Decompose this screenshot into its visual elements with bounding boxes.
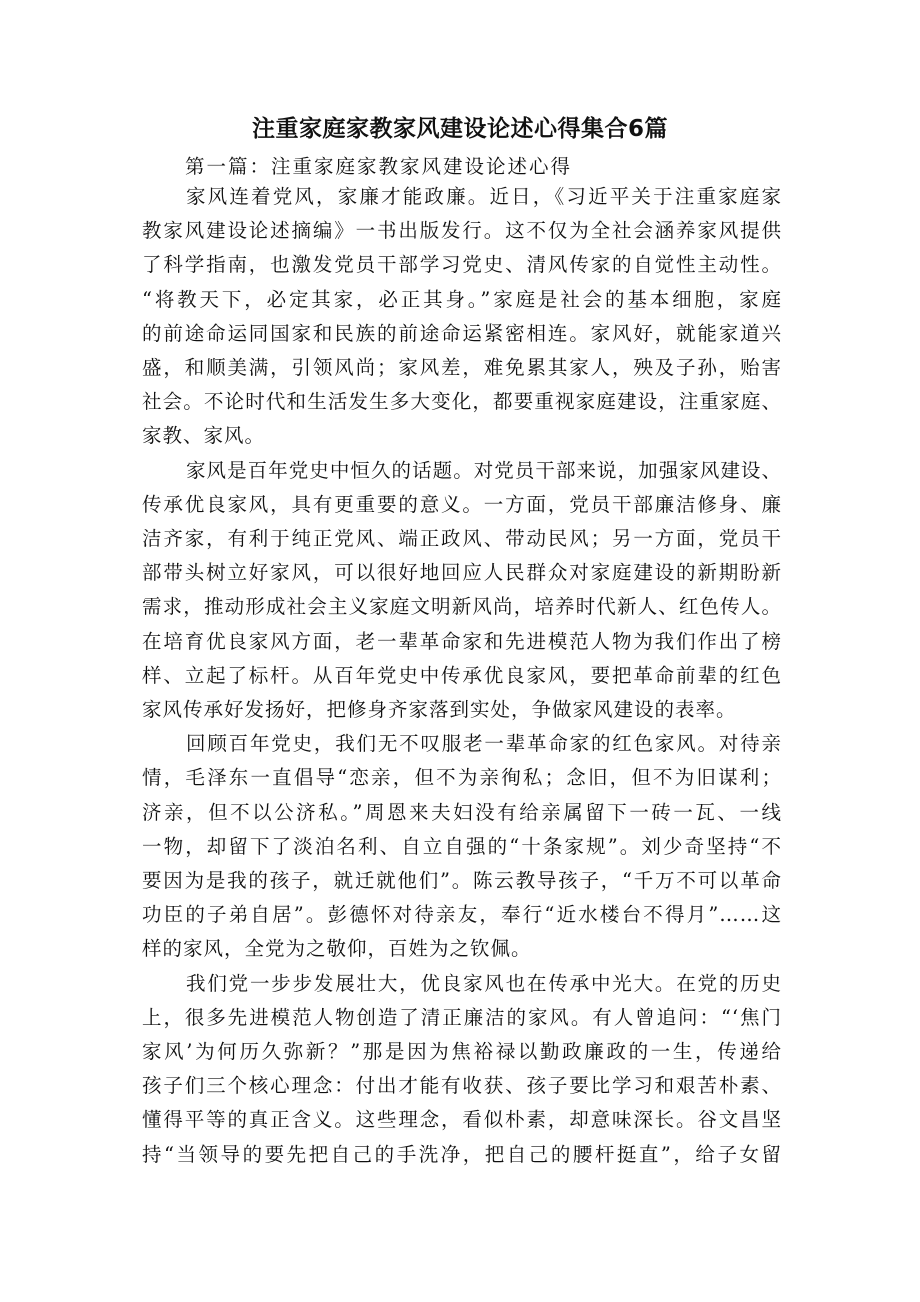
paragraph	[142, 727, 782, 966]
document-title: 注重家庭家教家风建设论述心得集合6篇	[251, 116, 668, 142]
paragraph-line: 需求，推动形成社会主义家庭文明新风尚，培养时代新人、红色传人。	[142, 595, 782, 619]
paragraph-line: “将教天下，必定其家，必正其身。”家庭是社会的基本细胞，家庭	[142, 287, 782, 311]
paragraph-line: 传承优良家风，具有更重要的意义。一方面，党员干部廉洁修身、廉	[142, 492, 782, 516]
paragraph-line: 我们党一步步发展壮大，优良家风也在传承中光大。在党的历史	[186, 971, 782, 995]
paragraph-line: 家风传承好发扬好，把修身齐家落到实处，争做家风建设的表率。	[142, 698, 737, 722]
paragraph-line: 家风是百年党史中恒久的话题。对党员干部来说，加强家风建设、	[186, 458, 782, 482]
paragraph-line: 的前途命运同国家和民族的前途命运紧密相连。家风好，就能家道兴	[142, 321, 782, 345]
paragraph-line: 济亲，但不以公济私。”周恩来夫妇没有给亲属留下一砖一瓦、一线	[142, 800, 782, 824]
paragraph-line: 盛，和顺美满，引领风尚；家风差，难免累其家人，殃及子孙，贻害	[142, 356, 782, 380]
paragraph-line: 功臣的子弟自居”。彭德怀对待亲友，奉行“近水楼台不得月”……这	[142, 903, 782, 927]
paragraph-line: 了科学指南，也激发党员干部学习党史、清风传家的自觉性主动性。	[142, 253, 782, 277]
paragraph-line: 持“当领导的要先把自己的手洗净，把自己的腰杆挺直”，给子女留	[142, 1142, 782, 1166]
paragraph-line: 社会。不论时代和生活发生多大变化，都要重视家庭建设，注重家庭、	[142, 390, 782, 414]
paragraph-line: 教家风建设论述摘编》一书出版发行。这不仅为全社会涵养家风提供	[142, 219, 782, 243]
paragraph	[142, 454, 782, 728]
paragraph-line: 家教、家风。	[142, 424, 266, 448]
paragraph-line: 要因为是我的孩子，就迁就他们”。陈云教导孩子，“千万不可以革命	[142, 869, 782, 893]
paragraph-line: 孩子们三个核心理念：付出才能有收获、孩子要比学习和艰苦朴素、	[142, 1074, 782, 1098]
paragraph-line: 样、立起了标杆。从百年党史中传承优良家风，要把革命前辈的红色	[142, 663, 782, 687]
paragraph-line: 家风连着党风，家廉才能政廉。近日，《习近平关于注重家庭家	[186, 185, 782, 208]
document-body	[142, 180, 782, 1172]
paragraph-line: 在培育优良家风方面，老一辈革命家和先进模范人物为我们作出了榜	[142, 629, 782, 653]
paragraph-line: 懂得平等的真正含义。这些理念，看似朴素，却意味深长。谷文昌坚	[142, 1108, 782, 1132]
paragraph-line: 部带头树立好家风，可以很好地回应人民群众对家庭建设的新期盼新	[142, 561, 782, 585]
paragraph-line: 样的家风，全党为之敬仰，百姓为之钦佩。	[142, 937, 532, 961]
paragraph-line: 洁齐家，有利于纯正党风、端正政风、带动民风；另一方面，党员干	[142, 527, 782, 551]
paragraph-line: 回顾百年党史，我们无不叹服老一辈革命家的红色家风。对待亲	[186, 732, 782, 756]
section-heading: 第一篇：注重家庭家教家风建设论述心得	[185, 155, 573, 178]
paragraph-line: 一物，却留下了淡泊名利、自立自强的“十条家规”。刘少奇坚持“不	[142, 834, 782, 858]
paragraph	[142, 967, 782, 1172]
paragraph	[142, 180, 782, 454]
paragraph-line: 情，毛泽东一直倡导“恋亲，但不为亲徇私；念旧，但不为旧谋利；	[142, 766, 782, 790]
paragraph-line: 上，很多先进模范人物创造了清正廉洁的家风。有人曾追问：“‘焦门	[142, 1005, 782, 1029]
paragraph-line: 家风’为何历久弥新？”那是因为焦裕禄以勤政廉政的一生，传递给	[142, 1040, 782, 1064]
